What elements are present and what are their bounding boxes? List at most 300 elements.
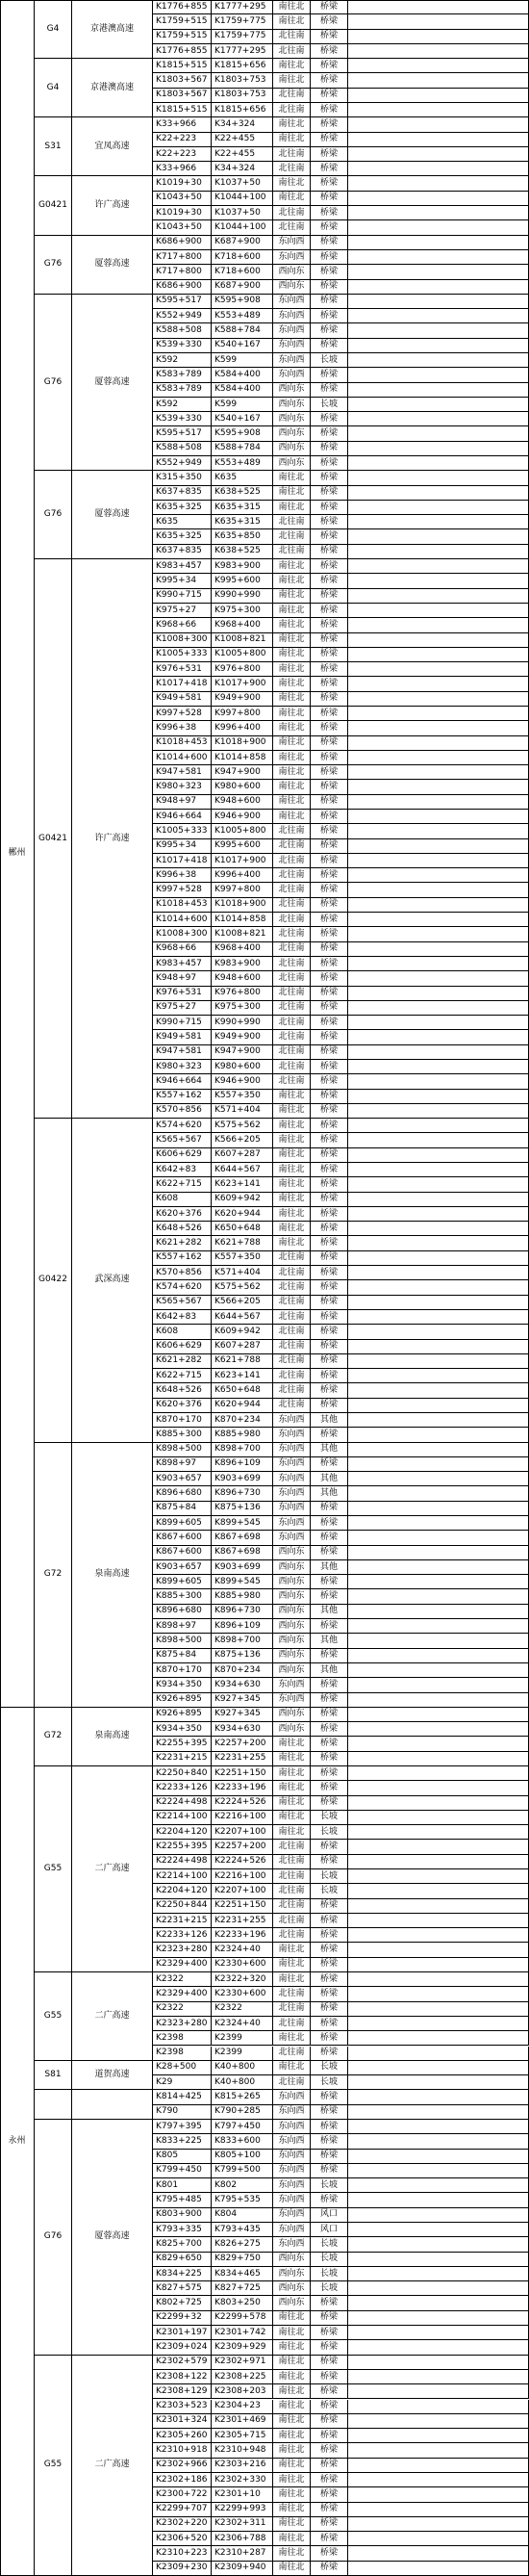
route-name-cell: 泉南高速 xyxy=(72,1708,153,1766)
direction-cell: 北往南 xyxy=(273,1840,311,1854)
end-stake: K2301+469 xyxy=(212,2414,273,2429)
start-stake: K642+83 xyxy=(153,1310,212,1325)
start-stake: K717+800 xyxy=(153,265,212,279)
direction-cell: 南往北 xyxy=(273,2473,311,2487)
route-code-cell: G55 xyxy=(35,2356,72,2576)
direction-cell: 南往北 xyxy=(273,59,311,73)
hazard-type-cell: 桥梁 xyxy=(311,2090,348,2104)
blank-cell xyxy=(348,692,529,707)
blank-cell xyxy=(348,133,529,147)
direction-cell: 西向东 xyxy=(273,1605,311,1619)
direction-cell: 西向东 xyxy=(273,412,311,426)
direction-cell: 北往南 xyxy=(273,1914,311,1928)
direction-cell: 南往北 xyxy=(273,780,311,794)
end-stake: K623+141 xyxy=(212,1177,273,1192)
end-stake: K948+600 xyxy=(212,971,273,986)
hazard-type-cell: 桥梁 xyxy=(311,2487,348,2502)
start-stake: K2300+722 xyxy=(153,2487,212,2502)
end-stake: K927+345 xyxy=(212,1708,273,1722)
end-stake: K946+900 xyxy=(212,810,273,824)
start-stake: K898+97 xyxy=(153,1619,212,1634)
end-stake: K540+167 xyxy=(212,339,273,353)
direction-cell: 西向东 xyxy=(273,398,311,412)
hazard-type-cell: 桥梁 xyxy=(311,2400,348,2414)
direction-cell: 北往南 xyxy=(273,1280,311,1295)
end-stake: K829+750 xyxy=(212,2253,273,2267)
direction-cell: 东向西 xyxy=(273,1428,311,1442)
blank-cell xyxy=(348,1516,529,1531)
start-stake: K990+715 xyxy=(153,1016,212,1030)
end-stake: K2216+100 xyxy=(212,1869,273,1884)
end-stake: K635+315 xyxy=(212,515,273,529)
direction-cell: 北往南 xyxy=(273,913,311,927)
blank-cell xyxy=(348,426,529,441)
blank-cell xyxy=(348,323,529,338)
hazard-type-cell: 桥梁 xyxy=(311,89,348,103)
direction-cell: 北往南 xyxy=(273,1884,311,1898)
end-stake: K34+324 xyxy=(212,162,273,176)
blank-cell xyxy=(348,1148,529,1163)
direction-cell: 南往北 xyxy=(273,2503,311,2517)
start-stake: K648+526 xyxy=(153,1222,212,1236)
hazard-type-cell: 桥梁 xyxy=(311,1369,348,1383)
blank-cell xyxy=(348,898,529,913)
end-stake: K599 xyxy=(212,398,273,412)
direction-cell: 东向西 xyxy=(273,339,311,353)
start-stake: K2398 xyxy=(153,2047,212,2061)
blank-cell xyxy=(348,1222,529,1236)
hazard-type-cell: 桥梁 xyxy=(311,1280,348,1295)
start-stake: K635 xyxy=(153,515,212,529)
hazard-type-cell: 桥梁 xyxy=(311,736,348,751)
direction-cell: 南往北 xyxy=(273,2340,311,2355)
direction-cell: 南往北 xyxy=(273,2546,311,2561)
direction-cell: 西向东 xyxy=(273,280,311,295)
blank-cell xyxy=(348,618,529,632)
hazard-type-cell: 桥梁 xyxy=(311,559,348,574)
direction-cell: 北往南 xyxy=(273,2075,311,2090)
start-stake: K2233+126 xyxy=(153,1928,212,1943)
start-stake: K2302+186 xyxy=(153,2473,212,2487)
hazard-type-cell: 桥梁 xyxy=(311,147,348,162)
hazard-type-cell: 桥梁 xyxy=(311,2562,348,2576)
blank-cell xyxy=(348,1207,529,1222)
end-stake: K22+455 xyxy=(212,133,273,147)
hazard-type-cell: 桥梁 xyxy=(311,1251,348,1266)
blank-cell xyxy=(348,1914,529,1928)
direction-cell: 南往北 xyxy=(273,1104,311,1119)
start-stake: K606+629 xyxy=(153,1340,212,1354)
blank-cell xyxy=(348,30,529,44)
start-stake: K968+66 xyxy=(153,618,212,632)
direction-cell: 南往北 xyxy=(273,2370,311,2384)
end-stake: K644+567 xyxy=(212,1163,273,1177)
hazard-type-cell: 桥梁 xyxy=(311,545,348,559)
end-stake: K718+600 xyxy=(212,265,273,279)
start-stake: K2233+126 xyxy=(153,1781,212,1795)
end-stake: K620+944 xyxy=(212,1207,273,1222)
end-stake: K1017+900 xyxy=(212,677,273,691)
blank-cell xyxy=(348,236,529,250)
start-stake: K2310+918 xyxy=(153,2443,212,2458)
direction-cell: 北往南 xyxy=(273,971,311,986)
direction-cell: 东向西 xyxy=(273,353,311,368)
start-stake: K1815+515 xyxy=(153,59,212,73)
blank-cell xyxy=(348,545,529,559)
hazard-type-cell: 桥梁 xyxy=(311,574,348,588)
end-stake: K2251+150 xyxy=(212,1899,273,1914)
direction-cell: 东向西 xyxy=(273,2134,311,2149)
blank-cell xyxy=(348,2340,529,2355)
hazard-type-cell: 桥梁 xyxy=(311,927,348,941)
start-stake: K1008+300 xyxy=(153,633,212,648)
hazard-type-cell: 桥梁 xyxy=(311,1163,348,1177)
direction-cell: 西向东 xyxy=(273,1663,311,1678)
blank-cell xyxy=(348,2400,529,2414)
start-stake: K1815+515 xyxy=(153,103,212,117)
direction-cell: 南往北 xyxy=(273,662,311,677)
direction-cell: 西向东 xyxy=(273,1575,311,1589)
end-stake: K927+345 xyxy=(212,1693,273,1708)
end-stake: K795+535 xyxy=(212,2193,273,2207)
blank-cell xyxy=(348,736,529,751)
start-stake: K980+323 xyxy=(153,780,212,794)
end-stake: K557+350 xyxy=(212,1090,273,1104)
blank-cell xyxy=(348,1045,529,1060)
route-code-cell: G55 xyxy=(35,1972,72,2061)
direction-cell: 东向西 xyxy=(273,2164,311,2178)
blank-cell xyxy=(348,2134,529,2149)
end-stake: K802 xyxy=(212,2178,273,2193)
hazard-type-cell: 桥梁 xyxy=(311,883,348,897)
blank-cell xyxy=(348,1502,529,1516)
direction-cell: 西向东 xyxy=(273,2253,311,2267)
end-stake: K599 xyxy=(212,353,273,368)
end-stake: K650+648 xyxy=(212,1383,273,1398)
end-stake: K815+265 xyxy=(212,2090,273,2104)
end-stake: K1803+753 xyxy=(212,89,273,103)
blank-cell xyxy=(348,824,529,838)
end-stake: K650+648 xyxy=(212,1222,273,1236)
end-stake: K827+725 xyxy=(212,2281,273,2296)
end-stake: K1017+900 xyxy=(212,854,273,868)
direction-cell: 南往北 xyxy=(273,1825,311,1840)
direction-cell: 西向东 xyxy=(273,1619,311,1634)
start-stake: K29 xyxy=(153,2075,212,2090)
blank-cell xyxy=(348,192,529,206)
end-stake: K40+800 xyxy=(212,2075,273,2090)
city-cell: 永州 xyxy=(0,1708,35,2576)
start-stake: K637+835 xyxy=(153,486,212,501)
end-stake: K799+500 xyxy=(212,2164,273,2178)
blank-cell xyxy=(348,1266,529,1280)
blank-cell xyxy=(348,2326,529,2340)
hazard-type-cell: 桥梁 xyxy=(311,412,348,426)
start-stake: K983+457 xyxy=(153,957,212,971)
direction-cell: 东向西 xyxy=(273,2208,311,2223)
hazard-type-cell: 桥梁 xyxy=(311,309,348,323)
route-name-cell xyxy=(72,2090,153,2120)
hazard-type-cell: 长坡 xyxy=(311,2178,348,2193)
hazard-type-cell: 桥梁 xyxy=(311,2414,348,2429)
hazard-type-cell: 桥梁 xyxy=(311,1649,348,1663)
direction-cell: 东向西 xyxy=(273,309,311,323)
end-stake: K934+630 xyxy=(212,1678,273,1692)
hazard-type-cell: 桥梁 xyxy=(311,339,348,353)
direction-cell: 东向西 xyxy=(273,1693,311,1708)
end-stake: K947+900 xyxy=(212,1045,273,1060)
route-name-cell: 厦蓉高速 xyxy=(72,471,153,559)
start-stake: K2322 xyxy=(153,1972,212,1987)
direction-cell: 南往北 xyxy=(273,192,311,206)
blank-cell xyxy=(348,633,529,648)
end-stake: K553+489 xyxy=(212,456,273,471)
blank-cell xyxy=(348,2061,529,2075)
blank-cell xyxy=(348,987,529,1001)
hazard-type-cell: 桥梁 xyxy=(311,1737,348,1751)
start-stake: K552+949 xyxy=(153,309,212,323)
end-stake: K687+900 xyxy=(212,236,273,250)
end-stake: K638+525 xyxy=(212,486,273,501)
hazard-type-cell: 长坡 xyxy=(311,2253,348,2267)
start-stake: K570+856 xyxy=(153,1266,212,1280)
direction-cell: 南往北 xyxy=(273,117,311,132)
hazard-type-cell: 桥梁 xyxy=(311,2356,348,2370)
start-stake: K834+225 xyxy=(153,2267,212,2281)
end-stake: K885+980 xyxy=(212,1428,273,1442)
blank-cell xyxy=(348,486,529,501)
direction-cell: 南往北 xyxy=(273,486,311,501)
start-stake: K2322 xyxy=(153,2002,212,2017)
blank-cell xyxy=(348,1428,529,1442)
start-stake: K2299+707 xyxy=(153,2503,212,2517)
blank-cell xyxy=(348,2281,529,2296)
start-stake: K898+500 xyxy=(153,1443,212,1457)
start-stake: K2302+579 xyxy=(153,2356,212,2370)
start-stake: K621+282 xyxy=(153,1354,212,1369)
end-stake: K2399 xyxy=(212,2047,273,2061)
start-stake: K980+323 xyxy=(153,1060,212,1074)
blank-cell xyxy=(348,1589,529,1604)
start-stake: K1018+453 xyxy=(153,736,212,751)
route-name-cell: 许广高速 xyxy=(72,176,153,235)
blank-cell xyxy=(348,2237,529,2252)
end-stake: K566+205 xyxy=(212,1296,273,1310)
start-stake: K635+325 xyxy=(153,529,212,544)
blank-cell xyxy=(348,1354,529,1369)
blank-cell xyxy=(348,1280,529,1295)
blank-cell xyxy=(348,1575,529,1589)
start-stake: K583+789 xyxy=(153,368,212,382)
start-stake: K2250+844 xyxy=(153,1899,212,1914)
hazard-type-cell: 桥梁 xyxy=(311,2047,348,2061)
hazard-type-cell: 桥梁 xyxy=(311,2459,348,2473)
end-stake: K2301+10 xyxy=(212,2487,273,2502)
direction-cell: 北往南 xyxy=(273,103,311,117)
start-stake: K1018+453 xyxy=(153,898,212,913)
start-stake: K827+575 xyxy=(153,2281,212,2296)
end-stake: K1037+50 xyxy=(212,206,273,220)
blank-cell xyxy=(348,971,529,986)
end-stake: K870+234 xyxy=(212,1413,273,1428)
hazard-type-cell: 桥梁 xyxy=(311,2311,348,2326)
end-stake: K621+788 xyxy=(212,1236,273,1250)
end-stake: K867+698 xyxy=(212,1546,273,1560)
hazard-type-cell: 桥梁 xyxy=(311,73,348,88)
start-stake: K1005+333 xyxy=(153,648,212,662)
blank-cell xyxy=(348,368,529,382)
hazard-type-cell: 桥梁 xyxy=(311,1148,348,1163)
hazard-type-cell: 桥梁 xyxy=(311,280,348,295)
start-stake: K2310+223 xyxy=(153,2546,212,2561)
hazard-type-cell: 桥梁 xyxy=(311,1001,348,1016)
hazard-type-cell: 桥梁 xyxy=(311,589,348,604)
start-stake: K797+395 xyxy=(153,2120,212,2134)
end-stake: K2251+150 xyxy=(212,1766,273,1781)
blank-cell xyxy=(348,707,529,721)
blank-cell xyxy=(348,2193,529,2207)
direction-cell: 南往北 xyxy=(273,2414,311,2429)
start-stake: K1005+333 xyxy=(153,824,212,838)
end-stake: K875+136 xyxy=(212,1649,273,1663)
start-stake: K2301+197 xyxy=(153,2326,212,2340)
start-stake: K1759+515 xyxy=(153,14,212,29)
end-stake: K2257+200 xyxy=(212,1737,273,1751)
direction-cell: 东向西 xyxy=(273,1443,311,1457)
blank-cell xyxy=(348,2487,529,2502)
hazard-type-cell: 桥梁 xyxy=(311,1928,348,1943)
direction-cell: 西向东 xyxy=(273,1589,311,1604)
start-stake: K875+84 xyxy=(153,1649,212,1663)
end-stake: K2299+993 xyxy=(212,2503,273,2517)
blank-cell xyxy=(348,339,529,353)
direction-cell: 东向西 xyxy=(273,1457,311,1472)
direction-cell: 北往南 xyxy=(273,44,311,59)
direction-cell: 南往北 xyxy=(273,692,311,707)
end-stake: K826+275 xyxy=(212,2237,273,2252)
end-stake: K2224+526 xyxy=(212,1796,273,1811)
direction-cell: 北往南 xyxy=(273,515,311,529)
route-code-cell: G76 xyxy=(35,471,72,559)
end-stake: K804 xyxy=(212,2208,273,2223)
hazard-type-cell: 桥梁 xyxy=(311,2443,348,2458)
end-stake: K803+250 xyxy=(212,2296,273,2310)
route-code-cell: G0421 xyxy=(35,176,72,235)
start-stake: K896+680 xyxy=(153,1486,212,1501)
blank-cell xyxy=(348,2311,529,2326)
direction-cell: 南往北 xyxy=(273,2326,311,2340)
direction-cell: 北往南 xyxy=(273,2017,311,2031)
start-stake: K2303+523 xyxy=(153,2400,212,2414)
end-stake: K875+136 xyxy=(212,1502,273,1516)
start-stake: K1017+418 xyxy=(153,854,212,868)
blank-cell xyxy=(348,176,529,191)
hazard-type-cell: 桥梁 xyxy=(311,1546,348,1560)
end-stake: K1815+656 xyxy=(212,103,273,117)
hazard-type-cell: 其他 xyxy=(311,1413,348,1428)
blank-cell xyxy=(348,295,529,309)
hazard-type-cell: 桥梁 xyxy=(311,1796,348,1811)
hazard-type-cell: 桥梁 xyxy=(311,751,348,765)
end-stake: K1777+295 xyxy=(212,0,273,14)
end-stake: K896+109 xyxy=(212,1619,273,1634)
end-stake: K621+788 xyxy=(212,1354,273,1369)
direction-cell: 北往南 xyxy=(273,1310,311,1325)
direction-cell: 北往南 xyxy=(273,1869,311,1884)
hazard-type-cell: 桥梁 xyxy=(311,2031,348,2046)
start-stake: K934+350 xyxy=(153,1678,212,1692)
end-stake: K571+404 xyxy=(212,1104,273,1119)
hazard-type-cell: 桥梁 xyxy=(311,2017,348,2031)
hazard-type-cell: 桥梁 xyxy=(311,1030,348,1044)
start-stake: K595+517 xyxy=(153,295,212,309)
hazard-type-cell: 桥梁 xyxy=(311,824,348,838)
start-stake: K2308+129 xyxy=(153,2384,212,2399)
hazard-type-cell: 桥梁 xyxy=(311,1972,348,1987)
start-stake: K975+27 xyxy=(153,1001,212,1016)
end-stake: K609+942 xyxy=(212,1193,273,1207)
hazard-type-cell: 桥梁 xyxy=(311,368,348,382)
route-code-cell: S31 xyxy=(35,117,72,176)
hazard-type-cell: 桥梁 xyxy=(311,1193,348,1207)
blank-cell xyxy=(348,1531,529,1545)
blank-cell xyxy=(348,73,529,88)
direction-cell: 南往北 xyxy=(273,1811,311,1825)
start-stake: K595+517 xyxy=(153,426,212,441)
blank-cell xyxy=(348,1119,529,1133)
direction-cell: 北往南 xyxy=(273,1369,311,1383)
hazard-type-cell: 桥梁 xyxy=(311,1045,348,1060)
end-stake: K834+465 xyxy=(212,2267,273,2281)
blank-cell xyxy=(348,1001,529,1016)
start-stake: K637+835 xyxy=(153,545,212,559)
start-stake: K833+225 xyxy=(153,2134,212,2149)
direction-cell: 西向东 xyxy=(273,442,311,456)
direction-cell: 南往北 xyxy=(273,1752,311,1766)
end-stake: K1018+900 xyxy=(212,898,273,913)
start-stake: K997+528 xyxy=(153,883,212,897)
hazard-type-cell: 长坡 xyxy=(311,1811,348,1825)
start-stake: K552+949 xyxy=(153,456,212,471)
route-name-cell: 二广高速 xyxy=(72,2356,153,2576)
hazard-type-cell: 桥梁 xyxy=(311,133,348,147)
start-stake: K2398 xyxy=(153,2031,212,2046)
direction-cell: 东向西 xyxy=(273,2223,311,2237)
direction-cell: 北往南 xyxy=(273,1045,311,1060)
direction-cell: 南往北 xyxy=(273,1090,311,1104)
direction-cell: 北往南 xyxy=(273,1354,311,1369)
direction-cell: 南往北 xyxy=(273,1148,311,1163)
hazard-type-cell: 桥梁 xyxy=(311,486,348,501)
direction-cell: 南往北 xyxy=(273,1119,311,1133)
start-stake: K2299+32 xyxy=(153,2311,212,2326)
route-code-cell: G0421 xyxy=(35,559,72,1119)
hazard-type-cell: 桥梁 xyxy=(311,162,348,176)
hazard-type-cell: 桥梁 xyxy=(311,471,348,485)
direction-cell: 北往南 xyxy=(273,1928,311,1943)
route-name-cell: 泉南高速 xyxy=(72,1443,153,1708)
direction-cell: 南往北 xyxy=(273,604,311,618)
start-stake: K1803+567 xyxy=(153,73,212,88)
start-stake: K22+223 xyxy=(153,147,212,162)
route-code-cell: G4 xyxy=(35,59,72,117)
hazard-type-cell: 风口 xyxy=(311,2208,348,2223)
hazard-type-cell: 其他 xyxy=(311,1560,348,1575)
hazard-type-cell: 桥梁 xyxy=(311,220,348,235)
direction-cell: 北往南 xyxy=(273,2002,311,2017)
end-stake: K903+699 xyxy=(212,1472,273,1486)
start-stake: K997+528 xyxy=(153,707,212,721)
